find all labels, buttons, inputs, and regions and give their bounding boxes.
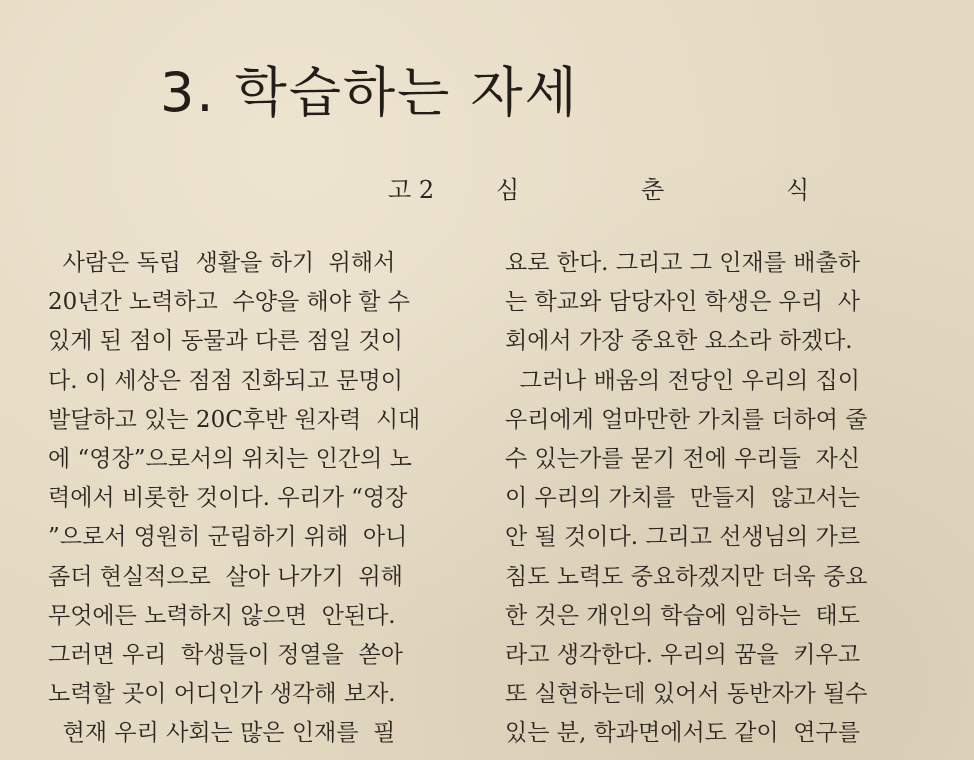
text-line: 요로 한다. 그리고 그 인재를 배출하 xyxy=(505,250,860,276)
text-line: 노력할 곳이 어디인가 생각해 보자. xyxy=(48,681,396,708)
text-line: 우리에게 얼마만한 가치를 더하여 줄 xyxy=(505,406,868,433)
author-grade: 고 2 xyxy=(388,176,435,204)
text-line: 또 실현하는데 있어서 동반자가 될수 xyxy=(505,681,868,708)
text-line: ”으로서 영원히 군림하기 위해 아니 xyxy=(48,524,408,551)
text-line: 있게 된 점이 동물과 다른 점일 것이 xyxy=(48,328,403,355)
article-column-right xyxy=(505,244,915,753)
author-name-char: 춘 xyxy=(641,176,665,204)
article-column-left xyxy=(48,244,458,753)
text-line: 에 “영장”으로서의 위치는 인간의 노 xyxy=(48,445,412,472)
text-line: 그러나 배움의 전당인 우리의 집이 xyxy=(505,367,860,394)
author-name-char: 식 xyxy=(786,176,810,204)
text-line: 수 있는가를 묻기 전에 우리들 자신 xyxy=(505,445,860,472)
text-line: 침도 노력도 중요하겠지만 더욱 중요 xyxy=(505,563,868,590)
text-line: 이 우리의 가치를 만들지 않고서는 xyxy=(505,485,860,512)
text-line: 발달하고 있는 20C후반 원자력 시대 xyxy=(48,406,421,433)
text-line: 는 학교와 담당자인 학생은 우리 사 xyxy=(505,289,860,316)
text-line: 20년간 노력하고 수양을 해야 할 수 xyxy=(48,289,410,316)
page-title: 3. 학습하는 자세 xyxy=(160,61,579,124)
text-line: 다. 이 세상은 점점 진화되고 문명이 xyxy=(48,367,403,394)
text-line: 라고 생각한다. 우리의 꿈을 키우고 xyxy=(505,641,860,668)
text-line: 안 될 것이다. 그리고 선생님의 가르 xyxy=(505,524,860,551)
text-line: 한 것은 개인의 학습에 임하는 태도 xyxy=(505,602,860,629)
text-line: 회에서 가장 중요한 요소라 하겠다. xyxy=(505,328,853,355)
text-line: 력에서 비롯한 것이다. 우리가 “영장 xyxy=(48,485,408,512)
author-name-char: 심 xyxy=(496,176,520,204)
text-line: 좀더 현실적으로 살아 나가기 위해 xyxy=(48,563,403,590)
text-line: 그러면 우리 학생들이 정열을 쏟아 xyxy=(48,641,403,668)
text-line: 무엇에든 노력하지 않으면 안된다. xyxy=(48,602,396,629)
text-line: 있는 분, 학과면에서도 같이 연구를 xyxy=(505,720,860,747)
text-line: 현재 우리 사회는 많은 인재를 필 xyxy=(48,720,396,747)
text-line: 사람은 독립 생활을 하기 위해서 xyxy=(48,250,396,276)
